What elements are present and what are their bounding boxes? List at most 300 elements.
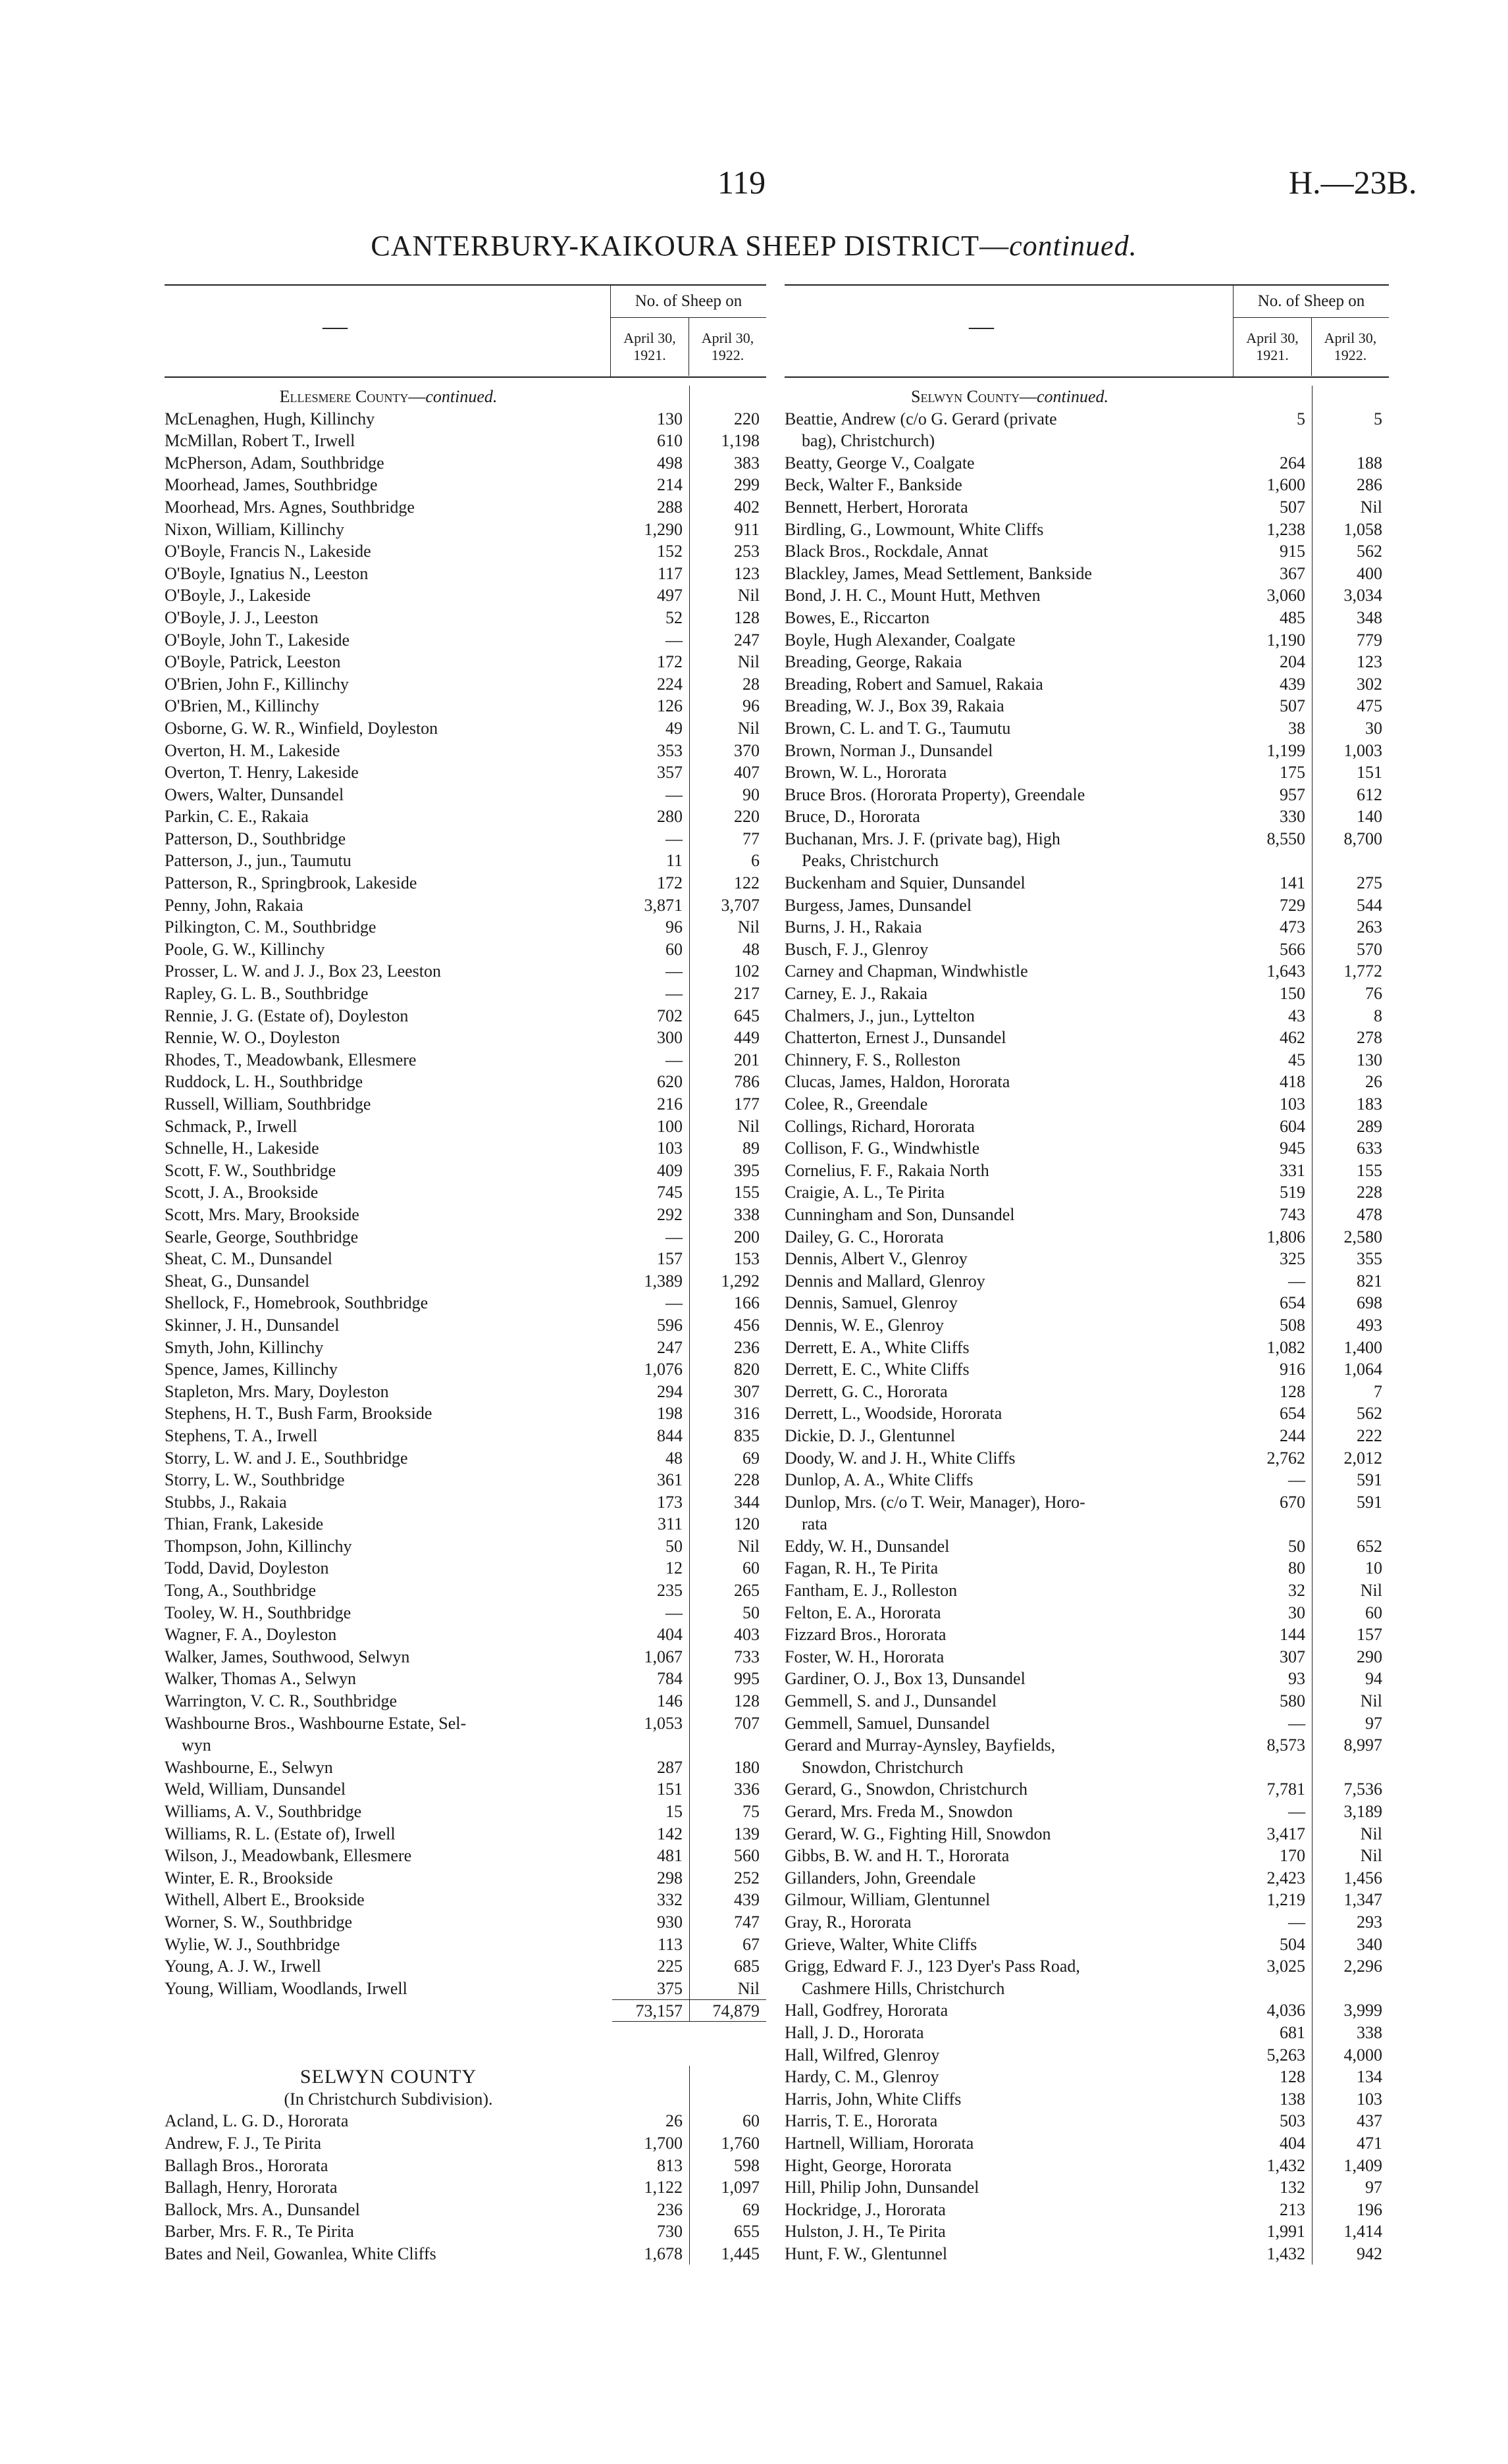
owner-name: Thompson, John, Killinchy bbox=[165, 1536, 352, 1556]
sheep-1921: 654 bbox=[1280, 1293, 1305, 1313]
sheep-1922: 97 bbox=[1312, 2176, 1389, 2199]
sheep-1922: 222 bbox=[1312, 1425, 1389, 1447]
owner-name: Hall, Wilfred, Glenroy bbox=[785, 2045, 940, 2065]
owner-name: Gerard, Mrs. Freda M., Snowdon bbox=[785, 1802, 1013, 1821]
sheep-1921: 1,432 bbox=[1266, 2155, 1305, 2175]
sheep-1922: 60 bbox=[689, 2110, 766, 2132]
sheep-1921: 357 bbox=[657, 763, 683, 783]
table-row bbox=[165, 1137, 766, 1160]
sheep-1921: — bbox=[665, 829, 683, 848]
sheep-1922: 123 bbox=[689, 563, 766, 585]
sheep-1922: 183 bbox=[1312, 1093, 1389, 1116]
sheep-1922: 400 bbox=[1312, 563, 1389, 585]
sheep-1921: 1,067 bbox=[644, 1647, 683, 1666]
table-row bbox=[165, 563, 766, 585]
county-heading-text: Selwyn County bbox=[911, 387, 1020, 406]
table-row bbox=[785, 584, 1389, 607]
sheep-1921: 915 bbox=[1280, 542, 1305, 561]
table-row bbox=[165, 1602, 766, 1624]
sheep-1921: 916 bbox=[1280, 1360, 1305, 1379]
table-row bbox=[785, 1270, 1389, 1293]
table-row bbox=[785, 2243, 1389, 2265]
table-row bbox=[165, 1911, 766, 1934]
owner-name: Dennis, W. E., Glenroy bbox=[785, 1315, 944, 1335]
owner-name: Gerard, G., Snowdon, Christchurch bbox=[785, 1780, 1027, 1799]
sheep-1922: 403 bbox=[689, 1624, 766, 1646]
table-row bbox=[165, 1823, 766, 1845]
sheep-1922: 220 bbox=[689, 408, 766, 430]
sheep-1921: 330 bbox=[1280, 807, 1305, 827]
owner-name: Searle, George, Southbridge bbox=[165, 1227, 359, 1246]
sheep-1922: 544 bbox=[1312, 894, 1389, 917]
owner-name: Felton, E. A., Hororata bbox=[785, 1603, 941, 1622]
sheep-1921: 132 bbox=[1280, 2178, 1305, 2197]
owner-name: Grigg, Edward F. J., 123 Dyer's Pass Road, bbox=[785, 1957, 1080, 1976]
table-header-right bbox=[785, 284, 1389, 378]
owner-name: Acland, L. G. D., Hororata bbox=[165, 2111, 349, 2131]
table-row bbox=[165, 1071, 766, 1093]
owner-name: Blackley, James, Mead Settlement, Bankside bbox=[785, 563, 1092, 583]
sheep-1921: 50 bbox=[1288, 1536, 1305, 1556]
sheep-1921: 60 bbox=[665, 939, 683, 959]
sheep-1922: 123 bbox=[1312, 651, 1389, 673]
total-row bbox=[165, 1999, 766, 2022]
table-row bbox=[785, 607, 1389, 629]
sheep-1921: 325 bbox=[1280, 1249, 1305, 1269]
table-row bbox=[785, 430, 1389, 452]
table-row bbox=[785, 1204, 1389, 1226]
sheep-1921 bbox=[1235, 386, 1312, 408]
owner-name: Poole, G. W., Killinchy bbox=[165, 939, 325, 959]
sheep-1921: 1,082 bbox=[1266, 1337, 1305, 1357]
sheep-1922: 177 bbox=[689, 1093, 766, 1116]
table-row bbox=[165, 983, 766, 1005]
sheep-1922: 685 bbox=[689, 1955, 766, 1978]
sheep-1922: 338 bbox=[1312, 2022, 1389, 2044]
owner-name: Hall, J. D., Hororata bbox=[785, 2022, 924, 2042]
table-row bbox=[165, 2243, 766, 2265]
sheep-1922: 220 bbox=[689, 806, 766, 828]
owner-name: Walker, Thomas A., Selwyn bbox=[165, 1669, 357, 1689]
sheep-1922: 493 bbox=[1312, 1314, 1389, 1337]
sheep-1921: 1,238 bbox=[1266, 519, 1305, 539]
sheep-1922: 407 bbox=[689, 761, 766, 784]
sheep-1921: 784 bbox=[657, 1669, 683, 1689]
owner-name: Gerard and Murray-Aynsley, Bayfields, bbox=[785, 1735, 1056, 1755]
sheep-1922: 1,097 bbox=[689, 2176, 766, 2199]
owner-name: O'Boyle, Francis N., Lakeside bbox=[165, 542, 371, 561]
sheep-1921: 173 bbox=[657, 1492, 683, 1512]
owner-name: Schnelle, H., Lakeside bbox=[165, 1139, 319, 1158]
sheep-1922: 1,409 bbox=[1312, 2155, 1389, 2177]
sheep-1922: 278 bbox=[1312, 1027, 1389, 1049]
sheep-1922: 60 bbox=[1312, 1602, 1389, 1624]
sheep-1922: 2,580 bbox=[1312, 1226, 1389, 1248]
sheep-1922: 591 bbox=[1312, 1469, 1389, 1491]
sheep-1922: 3,034 bbox=[1312, 584, 1389, 607]
sheep-1922: 155 bbox=[1312, 1160, 1389, 1182]
owner-name: rata bbox=[802, 1514, 827, 1534]
sheep-1921: — bbox=[665, 630, 683, 650]
owner-name: Scott, Mrs. Mary, Brookside bbox=[165, 1204, 359, 1224]
sheep-1922: 779 bbox=[1312, 629, 1389, 652]
sheep-1922: 598 bbox=[689, 2155, 766, 2177]
owner-name: Gray, R., Hororata bbox=[785, 1912, 912, 1932]
owner-name: Hall, Godfrey, Hororata bbox=[785, 2001, 949, 2020]
sheep-1922: 217 bbox=[689, 983, 766, 1005]
owner-name: Bruce Bros. (Hororata Property), Greendale bbox=[785, 784, 1085, 804]
table-row bbox=[785, 1402, 1389, 1425]
sheep-1921: 198 bbox=[657, 1404, 683, 1424]
sheep-1922 bbox=[1312, 850, 1389, 872]
sheep-1922: 747 bbox=[689, 1911, 766, 1934]
sheep-1922: 228 bbox=[1312, 1181, 1389, 1204]
table-row bbox=[165, 1867, 766, 1889]
table-row bbox=[165, 1160, 766, 1182]
owner-name: Ruddock, L. H., Southbridge bbox=[165, 1072, 363, 1092]
owner-name: O'Boyle, John T., Lakeside bbox=[165, 630, 350, 650]
table-row bbox=[785, 2220, 1389, 2243]
sheep-1922: Nil bbox=[1312, 1823, 1389, 1845]
sheep-1921: 130 bbox=[657, 409, 683, 428]
sheep-1922: 456 bbox=[689, 1314, 766, 1337]
owner-name: Buchanan, Mrs. J. F. (private bag), High bbox=[785, 829, 1060, 848]
sheep-1922: 247 bbox=[689, 629, 766, 652]
sheep-1921: 225 bbox=[657, 1957, 683, 1976]
sheep-1922: 786 bbox=[689, 1071, 766, 1093]
owner-name: Peaks, Christchurch bbox=[802, 851, 939, 871]
sheep-1922: 8,700 bbox=[1312, 828, 1389, 850]
sheep-1921: — bbox=[665, 784, 683, 804]
sheep-1922: 253 bbox=[689, 540, 766, 563]
sheep-1922: 103 bbox=[1312, 2088, 1389, 2111]
sheep-1921: 247 bbox=[657, 1337, 683, 1357]
table-row bbox=[785, 2132, 1389, 2155]
sheep-1922: 340 bbox=[1312, 1934, 1389, 1956]
owner-name: Hunt, F. W., Glentunnel bbox=[785, 2244, 948, 2263]
table-row bbox=[785, 1624, 1389, 1646]
sheep-1921: 930 bbox=[657, 1912, 683, 1932]
owner-name: Storry, L. W., Southbridge bbox=[165, 1470, 345, 1490]
owner-name: Hartnell, William, Hororata bbox=[785, 2133, 974, 2153]
sheep-1922: 437 bbox=[1312, 2110, 1389, 2132]
sheep-1921: 213 bbox=[1280, 2199, 1305, 2219]
sheep-1922: 76 bbox=[1312, 983, 1389, 1005]
owner-name: Weld, William, Dunsandel bbox=[165, 1780, 346, 1799]
sheep-count-title: No. of Sheep on bbox=[1234, 286, 1389, 318]
sheep-1922: 97 bbox=[1312, 1712, 1389, 1735]
owner-name: Buckenham and Squier, Dunsandel bbox=[785, 873, 1026, 893]
sheep-1922: 290 bbox=[1312, 1646, 1389, 1668]
owner-name: Dickie, D. J., Glentunnel bbox=[785, 1425, 956, 1445]
sheep-1921: 566 bbox=[1280, 939, 1305, 959]
sheep-1921: 404 bbox=[657, 1625, 683, 1645]
owner-name: Bates and Neil, Gowanlea, White Cliffs bbox=[165, 2244, 436, 2263]
sheep-1922: 139 bbox=[689, 1823, 766, 1845]
district-title-text: CANTERBURY-KAIKOURA SHEEP DISTRICT bbox=[371, 230, 980, 262]
sheep-1922: Nil bbox=[1312, 1579, 1389, 1602]
sheep-1922: 302 bbox=[1312, 673, 1389, 696]
sheep-1921: 307 bbox=[1280, 1647, 1305, 1666]
sheep-1921: 45 bbox=[1288, 1050, 1305, 1069]
owner-name: Beattie, Andrew (c/o G. Gerard (private bbox=[785, 409, 1057, 428]
table-row bbox=[785, 1425, 1389, 1447]
sheep-1922: 942 bbox=[1312, 2243, 1389, 2265]
table-row bbox=[165, 430, 766, 452]
sheep-1921: 3,025 bbox=[1266, 1957, 1305, 1976]
sheep-1922: Nil bbox=[1312, 1845, 1389, 1867]
sheep-1921: 113 bbox=[657, 1934, 683, 1954]
table-row bbox=[785, 2044, 1389, 2066]
sheep-1922: 275 bbox=[1312, 872, 1389, 894]
owner-name: O'Brien, M., Killinchy bbox=[165, 696, 320, 716]
sheep-1921: 404 bbox=[1280, 2133, 1305, 2153]
owner-name: Hill, Philip John, Dunsandel bbox=[785, 2178, 979, 2197]
sheep-1921: 172 bbox=[657, 873, 683, 893]
district-title: CANTERBURY-KAIKOURA SHEEP DISTRICT—continued. bbox=[371, 230, 1137, 262]
sheep-1921: 654 bbox=[1280, 1404, 1305, 1424]
sheep-1921: 244 bbox=[1280, 1425, 1305, 1445]
sheep-1922: 90 bbox=[689, 784, 766, 806]
table-row bbox=[785, 2022, 1389, 2044]
sheep-1921: 1,678 bbox=[644, 2244, 683, 2263]
sheep-1921: — bbox=[665, 984, 683, 1004]
table-row bbox=[165, 1204, 766, 1226]
owner-name: Hockridge, J., Hororata bbox=[785, 2199, 946, 2219]
table-row bbox=[785, 784, 1389, 806]
sheep-1922: Nil bbox=[1312, 496, 1389, 519]
sheep-1921: 1,219 bbox=[1266, 1890, 1305, 1910]
sheep-1921: 485 bbox=[1280, 607, 1305, 627]
sheep-1922: 94 bbox=[1312, 1668, 1389, 1690]
sheep-1922: Nil bbox=[689, 916, 766, 938]
owner-name: Nixon, William, Killinchy bbox=[165, 519, 344, 539]
sheep-1922: 228 bbox=[689, 1469, 766, 1491]
sheep-1921: 264 bbox=[1280, 453, 1305, 473]
col-1921-header: April 30, 1921. bbox=[1246, 330, 1299, 363]
sheep-count-header bbox=[1233, 286, 1389, 376]
sheep-1921: 353 bbox=[657, 740, 683, 760]
sheep-1921: 504 bbox=[1280, 1934, 1305, 1954]
table-row bbox=[785, 1491, 1389, 1514]
sheep-1921: 1,991 bbox=[1266, 2222, 1305, 2242]
owner-name: Overton, H. M., Lakeside bbox=[165, 740, 340, 760]
table-row bbox=[785, 1137, 1389, 1160]
sheep-1922: 395 bbox=[689, 1160, 766, 1182]
header-dash: — bbox=[969, 313, 994, 340]
table-row bbox=[785, 1845, 1389, 1867]
table-row bbox=[165, 1778, 766, 1801]
left-table-body bbox=[165, 386, 766, 2265]
owner-name: Andrew, F. J., Te Pirita bbox=[165, 2133, 322, 2153]
table-row bbox=[165, 584, 766, 607]
sheep-1922: 1,445 bbox=[689, 2243, 766, 2265]
sheep-1921: 103 bbox=[657, 1139, 683, 1158]
table-row bbox=[785, 1602, 1389, 1624]
sheep-1922: 698 bbox=[1312, 1292, 1389, 1314]
table-row bbox=[165, 872, 766, 894]
table-row bbox=[165, 1845, 766, 1867]
sheep-1921: 11 bbox=[665, 851, 683, 871]
owner-name: Patterson, R., Springbrook, Lakeside bbox=[165, 873, 417, 893]
owner-name: Beck, Walter F., Bankside bbox=[785, 475, 962, 495]
owner-name: Wagner, F. A., Doyleston bbox=[165, 1625, 337, 1645]
sheep-1922: 8,997 bbox=[1312, 1734, 1389, 1757]
sheep-1922: 5 bbox=[1312, 408, 1389, 430]
sheep-1921: 1,190 bbox=[1266, 630, 1305, 650]
sheep-1922: 48 bbox=[689, 938, 766, 961]
sheep-1921: 280 bbox=[657, 807, 683, 827]
sheep-1922 bbox=[1312, 430, 1389, 452]
table-row bbox=[165, 1557, 766, 1579]
owner-name: Young, William, Woodlands, Irwell bbox=[165, 1978, 407, 1998]
sheep-1921: 32 bbox=[1288, 1581, 1305, 1601]
owner-name: O'Boyle, Ignatius N., Leeston bbox=[165, 563, 369, 583]
owner-name: Fagan, R. H., Te Pirita bbox=[785, 1558, 939, 1578]
table-row bbox=[785, 408, 1389, 430]
owner-name: Osborne, G. W. R., Winfield, Doyleston bbox=[165, 718, 438, 738]
owner-name: Sheat, C. M., Dunsandel bbox=[165, 1249, 332, 1269]
owner-name: Grieve, Walter, White Cliffs bbox=[785, 1934, 977, 1954]
owner-name: Boyle, Hugh Alexander, Coalgate bbox=[785, 630, 1016, 650]
sheep-1921: 503 bbox=[1280, 2111, 1305, 2131]
sheep-1921: 52 bbox=[665, 607, 683, 627]
sheep-1921 bbox=[612, 2066, 689, 2088]
sheep-1921: 3,417 bbox=[1266, 1824, 1305, 1843]
table-row bbox=[165, 607, 766, 629]
sheep-1921: — bbox=[665, 1603, 683, 1622]
table-row bbox=[785, 519, 1389, 541]
sheep-1921: 1,122 bbox=[644, 2178, 683, 2197]
sheep-1921: 8,550 bbox=[1266, 829, 1305, 848]
table-row bbox=[785, 1248, 1389, 1270]
owner-name: Brown, W. L., Hororata bbox=[785, 763, 947, 783]
owner-name: Hardy, C. M., Glenroy bbox=[785, 2067, 939, 2087]
sheep-1922: 995 bbox=[689, 1668, 766, 1690]
sheep-1921: 311 bbox=[657, 1514, 683, 1534]
table-row bbox=[785, 850, 1389, 872]
sheep-1922: 151 bbox=[1312, 761, 1389, 784]
table-row bbox=[785, 1955, 1389, 1978]
owner-name: Busch, F. J., Glenroy bbox=[785, 939, 929, 959]
sheep-1922: 67 bbox=[689, 1934, 766, 1956]
sheep-1921: 170 bbox=[1280, 1846, 1305, 1866]
sheep-1921: 1,643 bbox=[1266, 962, 1305, 981]
sheep-1921: 1,053 bbox=[644, 1713, 683, 1733]
owner-name: Patterson, D., Southbridge bbox=[165, 829, 346, 848]
sheep-1922: 3,999 bbox=[1312, 1999, 1389, 2022]
owner-name: Walker, James, Southwood, Selwyn bbox=[165, 1647, 410, 1666]
table-row bbox=[785, 673, 1389, 696]
owner-name: O'Boyle, Patrick, Leeston bbox=[165, 652, 341, 672]
table-row bbox=[785, 1116, 1389, 1138]
sheep-1922: 370 bbox=[689, 740, 766, 762]
sheep-1921: — bbox=[665, 1293, 683, 1313]
table-row bbox=[165, 761, 766, 784]
owner-name: Craigie, A. L., Te Pirita bbox=[785, 1183, 945, 1202]
sheep-1921: 610 bbox=[657, 431, 683, 451]
sheep-1921: 670 bbox=[1280, 1492, 1305, 1512]
table-row bbox=[165, 806, 766, 828]
sheep-1922: 188 bbox=[1312, 452, 1389, 475]
owner-name: Rennie, J. G. (Estate of), Doyleston bbox=[165, 1006, 409, 1025]
sheep-1921: 2,423 bbox=[1266, 1868, 1305, 1887]
sheep-1921: 300 bbox=[657, 1028, 683, 1048]
owner-name: Overton, T. Henry, Lakeside bbox=[165, 763, 359, 783]
sheep-1922: Nil bbox=[689, 1116, 766, 1138]
sheep-1922: 733 bbox=[689, 1646, 766, 1668]
owner-name: Tong, A., Southbridge bbox=[165, 1581, 317, 1601]
sheep-count-header bbox=[610, 286, 766, 376]
sheep-1921: 1,290 bbox=[644, 519, 683, 539]
owner-name: Withell, Albert E., Brookside bbox=[165, 1890, 365, 1910]
table-row bbox=[165, 1734, 766, 1757]
owner-name: Washbourne, E., Selwyn bbox=[165, 1757, 333, 1777]
sheep-1921: — bbox=[665, 1050, 683, 1069]
county-heading-suffix: continued. bbox=[425, 387, 498, 406]
sheep-1921: 681 bbox=[1280, 2022, 1305, 2042]
owner-name: Dailey, G. C., Hororata bbox=[785, 1227, 944, 1246]
sheep-1922: 449 bbox=[689, 1027, 766, 1049]
sheep-1921: 1,806 bbox=[1266, 1227, 1305, 1246]
sheep-1922: 74,879 bbox=[689, 1999, 766, 2022]
sheep-1921: 945 bbox=[1280, 1139, 1305, 1158]
sheep-1921: 620 bbox=[657, 1072, 683, 1092]
sheep-1922: 10 bbox=[1312, 1557, 1389, 1579]
sheep-1922: Nil bbox=[689, 1978, 766, 2000]
sheep-1922: 130 bbox=[1312, 1049, 1389, 1071]
sheep-1921: 150 bbox=[1280, 984, 1305, 1004]
owner-name: Rennie, W. O., Doyleston bbox=[165, 1028, 340, 1048]
table-row bbox=[165, 1889, 766, 1911]
sheep-1922: 293 bbox=[1312, 1911, 1389, 1934]
sheep-1921: 235 bbox=[657, 1581, 683, 1601]
sheep-1922 bbox=[689, 1734, 766, 1757]
sheep-1921: 128 bbox=[1280, 2067, 1305, 2087]
table-row bbox=[165, 717, 766, 740]
sheep-1921 bbox=[1235, 1757, 1312, 1779]
owner-name: Owers, Walter, Dunsandel bbox=[165, 784, 344, 804]
sheep-1921: 224 bbox=[657, 674, 683, 694]
sheep-1921 bbox=[1235, 1978, 1312, 2000]
sheep-1922: 1,772 bbox=[1312, 960, 1389, 983]
sheep-1922: 265 bbox=[689, 1579, 766, 1602]
sheep-1921: 287 bbox=[657, 1757, 683, 1777]
table-row bbox=[165, 1027, 766, 1049]
sheep-1921: 172 bbox=[657, 652, 683, 672]
sheep-1922: 7,536 bbox=[1312, 1778, 1389, 1801]
sheep-1921: 288 bbox=[657, 497, 683, 517]
table-row bbox=[165, 1292, 766, 1314]
sheep-1921: — bbox=[665, 962, 683, 981]
sheep-1921: 204 bbox=[1280, 652, 1305, 672]
sheep-1921: 367 bbox=[1280, 563, 1305, 583]
sheep-1922: 655 bbox=[689, 2220, 766, 2243]
sheep-1922 bbox=[689, 2066, 766, 2088]
table-row bbox=[165, 452, 766, 475]
sheep-1922: 6 bbox=[689, 850, 766, 872]
sheep-1921: 743 bbox=[1280, 1204, 1305, 1224]
sheep-1921: 1,389 bbox=[644, 1271, 683, 1291]
table-row bbox=[785, 1337, 1389, 1359]
table-row bbox=[165, 1579, 766, 1602]
owner-name: Moorhead, James, Southbridge bbox=[165, 475, 378, 495]
sheep-1922: 236 bbox=[689, 1337, 766, 1359]
table-row bbox=[165, 651, 766, 673]
owner-name: Dennis, Samuel, Glenroy bbox=[785, 1293, 958, 1313]
owner-name: Bennett, Herbert, Hororata bbox=[785, 497, 968, 517]
table-row bbox=[785, 740, 1389, 762]
